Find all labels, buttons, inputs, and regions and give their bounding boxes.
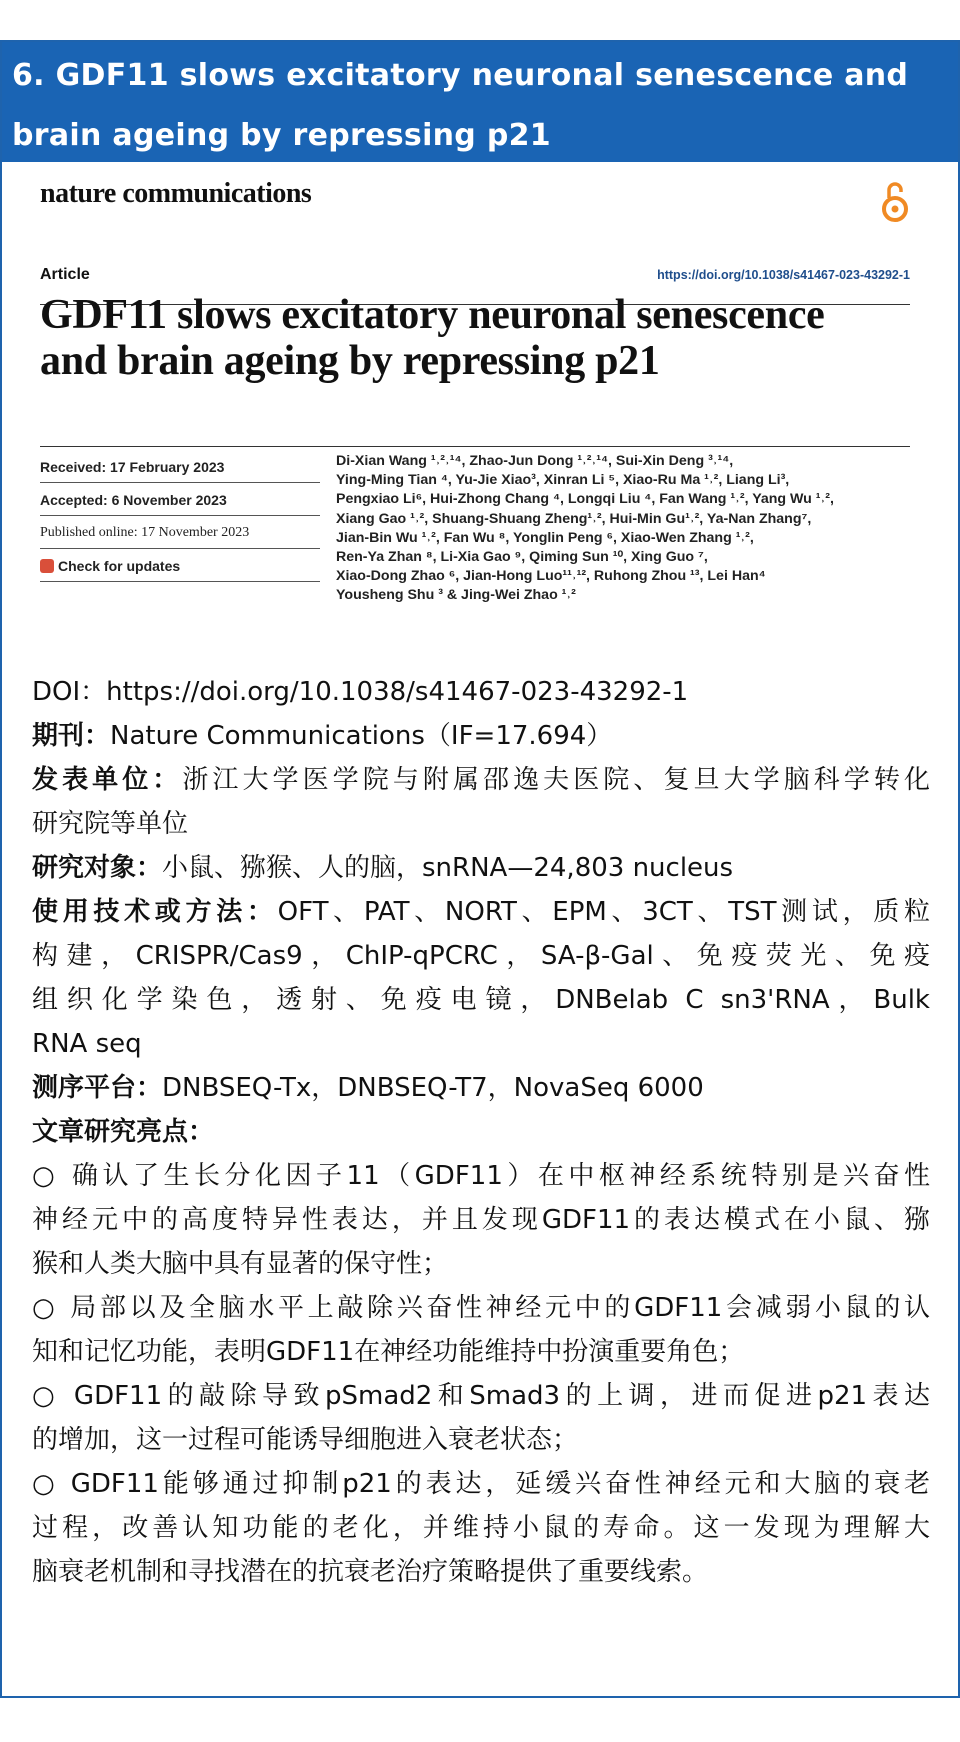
unit-line xyxy=(32,758,930,802)
paper-title-line-2: and brain ageing by repressing p21 xyxy=(40,338,660,384)
article-card xyxy=(0,40,960,1698)
journal-value: Nature Communications（IF=17.694） xyxy=(110,721,613,751)
method-value: OFT、PAT、NORT、EPM、3CT、TST测试，质粒 xyxy=(277,897,930,927)
subject-line xyxy=(32,846,930,890)
section-title-line-2: brain ageing by repressing p21 xyxy=(12,118,551,153)
author-line: Di-Xian Wang ¹˒²˒¹⁴, Zhao-Jun Dong ¹˒²˒¹⁴, Sui-Xin Deng ³˒¹⁴, xyxy=(336,453,734,469)
summary-body xyxy=(32,670,930,1594)
doi-line: DOI：https://doi.org/10.1038/s41467-023-43292-1 xyxy=(32,677,689,707)
section-title xyxy=(12,46,942,166)
platform-label: 测序平台： xyxy=(32,1073,163,1103)
method-line-cont: 组织化学染色，透射、免疫电镜，DNBelab C sn3'RNA，Bulk xyxy=(32,985,930,1015)
author-line: Yousheng Shu ³ & Jing-Wei Zhao ¹˒² xyxy=(336,587,576,604)
platform-value: DNBSEQ-Tx，DNBSEQ-T7，NovaSeq 6000 xyxy=(162,1073,704,1103)
highlight-1: ○ 确认了生长分化因子11（GDF11）在中枢神经系统特别是兴奋性 xyxy=(32,1161,930,1191)
method-line xyxy=(32,890,930,934)
section-banner xyxy=(2,42,958,162)
paper-doi-link[interactable]: https://doi.org/10.1038/s41467-023-43292-1 xyxy=(657,268,910,282)
highlight-2: ○ 局部以及全脑水平上敲除兴奋性神经元中的GDF11会减弱小鼠的认 xyxy=(32,1293,930,1323)
highlight-1-cont: 神经元中的高度特异性表达，并且发现GDF11的表达模式在小鼠、猕 xyxy=(32,1205,930,1235)
highlights-heading: 文章研究亮点： xyxy=(32,1117,215,1147)
subject-value: 小鼠、猕猴、人的脑，snRNA—24,803 nucleus xyxy=(162,853,734,883)
article-type-label: Article xyxy=(40,266,90,283)
method-label: 使用技术或方法： xyxy=(32,897,278,927)
section-title-line-1: 6. GDF11 slows excitatory neuronal senescence and xyxy=(12,58,909,93)
highlight-1-cont: 猴和人类大脑中具有显著的保守性； xyxy=(32,1249,449,1279)
highlight-2-cont: 知和记忆功能，表明GDF11在神经功能维持中扮演重要角色； xyxy=(32,1337,745,1367)
highlight-3: ○ GDF11的敲除导致pSmad2和Smad3的上调，进而促进p21表达 xyxy=(32,1381,930,1411)
unit-value: 浙江大学医学院与附属邵逸夫医院、复旦大学脑科学转化 xyxy=(182,765,930,795)
author-line: Ren-Ya Zhan ⁸, Li-Xia Gao ⁹, Qiming Sun ¹⁰, Xing Guo ⁷, xyxy=(336,549,708,566)
paper-header-image xyxy=(2,162,958,662)
dates-top-rule xyxy=(40,446,910,447)
author-line: Jian-Bin Wu ¹˒², Fan Wu ⁸, Yonglin Peng ⁶, Xiao-Wen Zhang ¹˒², xyxy=(336,529,754,546)
accepted-date: Accepted: 6 November 2023 xyxy=(40,483,320,516)
highlight-4-cont: 过程，改善认知功能的老化，并维持小鼠的寿命。这一发现为理解大 xyxy=(32,1513,930,1543)
highlight-4: ○ GDF11能够通过抑制p21的表达，延缓兴奋性神经元和大脑的衰老 xyxy=(32,1469,930,1499)
method-line-cont: RNA seq xyxy=(32,1029,142,1059)
journal-line xyxy=(32,714,930,758)
platform-line xyxy=(32,1066,930,1110)
author-line: Xiao-Dong Zhao ⁶, Jian-Hong Luo¹¹˒¹², Ruhong Zhou ¹³, Lei Han⁴ xyxy=(336,568,766,585)
author-line: Ying-Ming Tian ⁴, Yu-Jie Xiao³, Xinran Li ⁵, Xiao-Ru Ma ¹˒², Liang Li³, xyxy=(336,472,790,489)
paper-title xyxy=(40,292,920,384)
author-line: Xiang Gao ¹˒², Shuang-Shuang Zheng¹˒², Hui-Min Gu¹˒², Ya-Nan Zhang⁷, xyxy=(336,510,812,527)
author-list xyxy=(336,452,916,606)
open-access-icon xyxy=(880,178,910,224)
received-date: Received: 17 February 2023 xyxy=(40,450,320,483)
published-date: Published online: 17 November 2023 xyxy=(40,516,320,549)
unit-line-cont: 研究院等单位 xyxy=(32,809,189,839)
unit-label: 发表单位： xyxy=(32,765,183,795)
paper-title-line-1: GDF11 slows excitatory neuronal senescence xyxy=(40,292,825,338)
journal-label: 期刊： xyxy=(32,721,111,751)
check-updates-icon xyxy=(40,559,54,573)
check-updates-link[interactable] xyxy=(40,549,320,582)
highlight-4-cont: 脑衰老机制和寻找潜在的抗衰老治疗策略提供了重要线索。 xyxy=(32,1557,709,1587)
publication-dates xyxy=(40,450,320,582)
author-line: Pengxiao Li⁶, Hui-Zhong Chang ⁴, Longqi Liu ⁴, Fan Wang ¹˒², Yang Wu ¹˒², xyxy=(336,491,834,508)
method-line-cont: 构建，CRISPR/Cas9，ChIP-qPCRC，SA-β-Gal、免疫荧光、免疫 xyxy=(32,941,930,971)
journal-logo: nature communications xyxy=(40,178,312,209)
subject-label: 研究对象： xyxy=(32,853,163,883)
highlight-3-cont: 的增加，这一过程可能诱导细胞进入衰老状态； xyxy=(32,1425,579,1455)
check-updates-label: Check for updates xyxy=(58,558,181,574)
